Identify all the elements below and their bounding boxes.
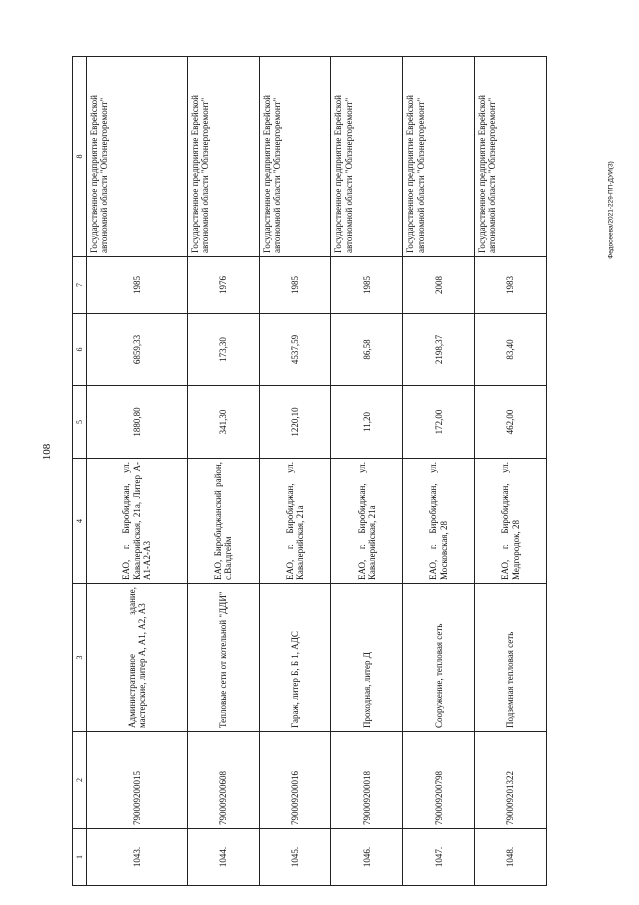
col-header-3: 3	[73, 584, 87, 732]
object-year: 1985	[87, 257, 188, 314]
col-header-7: 7	[73, 257, 87, 314]
registry-code: 790009200015	[87, 732, 188, 829]
object-holder: Государственное предприятие Еврейской автономной области "Облэнергоремонт"	[187, 57, 259, 257]
object-area: 172,00	[403, 386, 475, 459]
object-address: ЕАО, г. Биробиджан, ул. Кавалерийская, 21а	[259, 459, 331, 584]
object-holder: Государственное предприятие Еврейской автономной области "Облэнергоремонт"	[403, 57, 475, 257]
object-area: 341,30	[187, 386, 259, 459]
object-cost: 173,30	[187, 314, 259, 386]
row-number: 1044.	[187, 829, 259, 886]
object-address: ЕАО, г. Биробиджан, ул. Кавалерийская, 21а	[331, 459, 403, 584]
registry-table-container	[72, 57, 547, 886]
object-year: 1983	[475, 257, 547, 314]
object-cost: 6859,33	[87, 314, 188, 386]
registry-table	[72, 56, 547, 886]
registry-code: 790009200608	[187, 732, 259, 829]
object-year: 1985	[259, 257, 331, 314]
registry-code: 790009200798	[403, 732, 475, 829]
table-row	[475, 57, 547, 886]
object-name: Тепловые сети от котельной "ДДИ"	[187, 584, 259, 732]
page-number: 108	[41, 443, 53, 461]
table-row	[403, 57, 475, 886]
row-number: 1047.	[403, 829, 475, 886]
table-row	[87, 57, 188, 886]
object-address: ЕАО, г. Биробиджан, ул. Московская, 28	[403, 459, 475, 584]
row-number: 1048.	[475, 829, 547, 886]
col-header-6: 6	[73, 314, 87, 386]
object-holder: Государственное предприятие Еврейской автономной области "Облэнергоремонт"	[331, 57, 403, 257]
row-number: 1043.	[87, 829, 188, 886]
object-name: Административное здание, мастерские, литер А, А1, А2, А3	[87, 584, 188, 732]
object-holder: Государственное предприятие Еврейской автономной области "Облэнергоремонт"	[475, 57, 547, 257]
object-holder: Государственное предприятие Еврейской автономной области "Облэнергоремонт"	[87, 57, 188, 257]
object-name: Проходная, литер Д	[331, 584, 403, 732]
registry-code: 790009200018	[331, 732, 403, 829]
col-header-2: 2	[73, 732, 87, 829]
object-area: 462,00	[475, 386, 547, 459]
object-year: 2008	[403, 257, 475, 314]
col-header-1: 1	[73, 829, 87, 886]
col-header-4: 4	[73, 459, 87, 584]
object-holder: Государственное предприятие Еврейской автономной области "Облэнергоремонт"	[259, 57, 331, 257]
object-cost: 4537,59	[259, 314, 331, 386]
registry-code: 790009200016	[259, 732, 331, 829]
object-area: 1880,80	[87, 386, 188, 459]
object-year: 1985	[331, 257, 403, 314]
object-area: 1220,10	[259, 386, 331, 459]
object-year: 1976	[187, 257, 259, 314]
object-name: Гараж, литер Б, Б 1, АДС	[259, 584, 331, 732]
table-row	[259, 57, 331, 886]
col-header-8: 8	[73, 57, 87, 257]
object-address: ЕАО, Биробиджанский район, с.Валдгейм	[187, 459, 259, 584]
registry-code: 790009201322	[475, 732, 547, 829]
object-cost: 2198,37	[403, 314, 475, 386]
table-row	[187, 57, 259, 886]
table-row	[331, 57, 403, 886]
object-address: ЕАО, г. Биробиджан, ул. Медгородок, 28	[475, 459, 547, 584]
document-footer: Федосеева/2021-229-ПП-ДУИ(3)	[607, 161, 615, 259]
row-number: 1045.	[259, 829, 331, 886]
row-number: 1046.	[331, 829, 403, 886]
object-area: 11,20	[331, 386, 403, 459]
col-header-5: 5	[73, 386, 87, 459]
object-cost: 83,40	[475, 314, 547, 386]
object-cost: 86,58	[331, 314, 403, 386]
object-name: Подземная тепловая сеть	[475, 584, 547, 732]
object-address: ЕАО, г. Биробиджан, ул. Кавалерийская, 21а, Литер А-А1-А2-А3	[87, 459, 188, 584]
header-row	[73, 57, 87, 886]
object-name: Сооружение, тепловая сеть	[403, 584, 475, 732]
